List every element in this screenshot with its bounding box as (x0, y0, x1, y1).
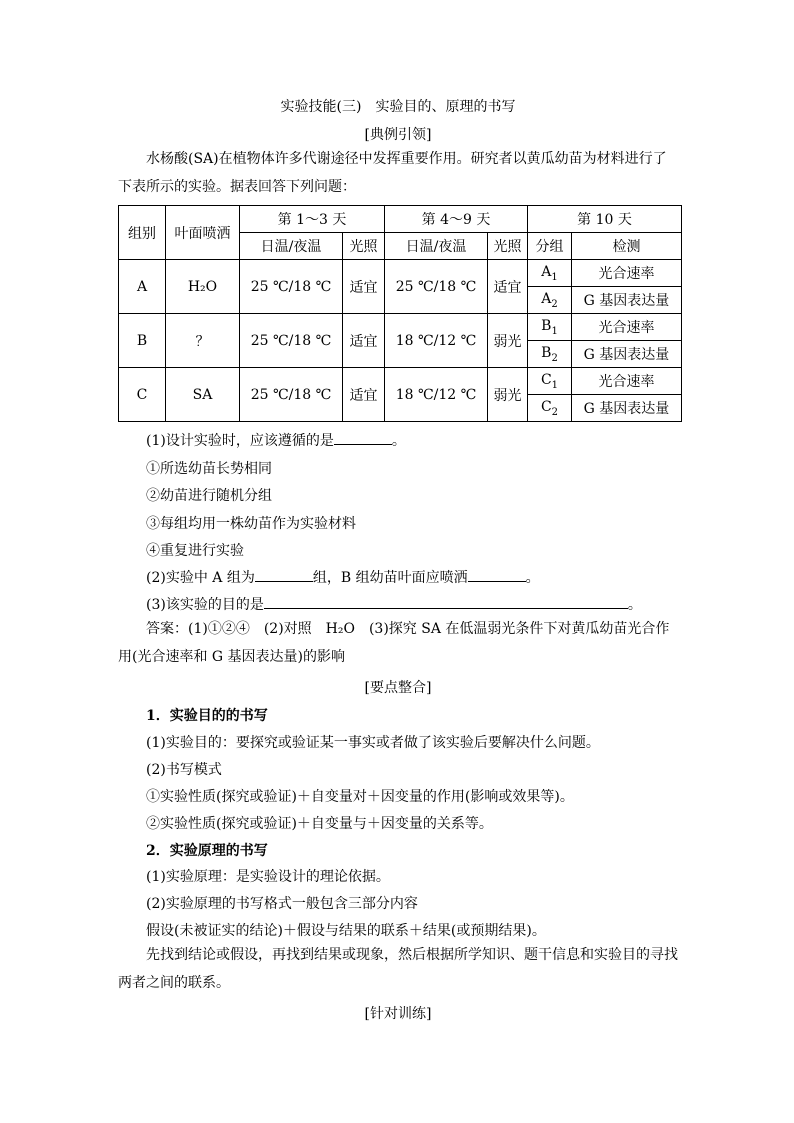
header-temp-1: 日温/夜温 (240, 233, 343, 260)
question-1: (1)设计实验时，应该遵循的是 。 (146, 430, 406, 450)
cell-temp-2: 18 ℃/12 ℃ (385, 314, 488, 368)
cell-spray: ？ (166, 314, 240, 368)
answer-blank[interactable] (334, 430, 392, 445)
section-heading-example: [典例引领] (364, 127, 432, 143)
table-row (119, 368, 682, 395)
cell-temp-2: 25 ℃/18 ℃ (385, 260, 488, 314)
answer-blank[interactable] (255, 567, 313, 582)
cell-detect: 光合速率 (572, 314, 682, 341)
option-1: ①所选幼苗长势相同 (146, 461, 272, 477)
cell-subgroup: $B_1$ (528, 314, 572, 341)
point-item: (2)书写模式 (146, 762, 222, 778)
table-row (119, 314, 682, 341)
cell-group: B (119, 314, 166, 368)
point-item: 假设(未被证实的结论)＋假设与结果的联系＋结果(或预期结果)。 (146, 923, 546, 939)
header-subgroup: 分组 (528, 233, 572, 260)
cell-detect: 光合速率 (572, 368, 682, 395)
header-light-1: 光照 (343, 233, 385, 260)
cell-subgroup: $B_2$ (528, 341, 572, 368)
question-3: (3)该实验的目的是 。 (146, 594, 642, 614)
point-item: (1)实验原理：是实验设计的理论依据。 (146, 869, 390, 885)
cell-spray: H₂O (166, 260, 240, 314)
header-temp-2: 日温/夜温 (385, 233, 488, 260)
cell-light-2: 适宜 (488, 260, 528, 314)
point-item: ①实验性质(探究或验证)＋自变量对＋因变量的作用(影响或效果等)。 (146, 789, 574, 805)
cell-light-1: 适宜 (343, 368, 385, 422)
point-item: (2)实验原理的书写格式一般包含三部分内容 (146, 896, 418, 912)
cell-light-1: 适宜 (343, 314, 385, 368)
point-item: ②实验性质(探究或验证)＋自变量与＋因变量的关系等。 (146, 816, 493, 832)
cell-subgroup: $C_1$ (528, 368, 572, 395)
header-group: 组别 (119, 206, 166, 260)
cell-temp-2: 18 ℃/12 ℃ (385, 368, 488, 422)
cell-temp-1: 25 ℃/18 ℃ (240, 314, 343, 368)
page-title: 实验技能(三) 实验目的、原理的书写 (280, 99, 516, 115)
header-light-2: 光照 (488, 233, 528, 260)
cell-group: A (119, 260, 166, 314)
header-spray: 叶面喷洒 (166, 206, 240, 260)
intro-paragraph: 水杨酸(SA)在植物体许多代谢途径中发挥重要作用。研究者以黄瓜幼苗为材料进行了下表所示的实验。据表回答下列问题： (118, 151, 667, 195)
cell-group: C (119, 368, 166, 422)
cell-temp-1: 25 ℃/18 ℃ (240, 260, 343, 314)
question-2: (2)实验中 A 组为 组，B 组幼苗叶面应喷洒 。 (146, 567, 540, 587)
answer-blank[interactable] (264, 594, 628, 609)
cell-light-2: 弱光 (488, 368, 528, 422)
cell-subgroup: $A_1$ (528, 260, 572, 287)
answer-paragraph: 答案：(1)①②④ (2)对照 H₂O (3)探究 SA 在低温弱光条件下对黄瓜幼苗光合作用(光合速率和 G 基因表达量)的影响 (118, 621, 670, 665)
option-3: ③每组均用一株幼苗作为实验材料 (146, 516, 356, 532)
point-item: (1)实验目的：要探究或验证某一事实或者做了该实验后要解决什么问题。 (146, 735, 600, 751)
option-4: ④重复进行实验 (146, 543, 244, 559)
point-heading-2: 2．实验原理的书写 (146, 843, 268, 859)
header-detect: 检测 (572, 233, 682, 260)
cell-light-1: 适宜 (343, 260, 385, 314)
cell-subgroup: $A_2$ (528, 287, 572, 314)
section-heading-points: [要点整合] (364, 680, 432, 696)
option-2: ②幼苗进行随机分组 (146, 488, 272, 504)
cell-detect: 光合速率 (572, 260, 682, 287)
header-period-3: 第 10 天 (528, 206, 682, 233)
point-heading-1: 1．实验目的的书写 (146, 708, 268, 724)
header-period-1: 第 1～3 天 (240, 206, 385, 233)
cell-subgroup: $C_2$ (528, 395, 572, 422)
cell-temp-1: 25 ℃/18 ℃ (240, 368, 343, 422)
closing-paragraph: 先找到结论或假设，再找到结果或现象，然后根据所学知识、题干信息和实验目的寻找两者之间的联系。 (118, 947, 678, 991)
header-period-2: 第 4～9 天 (385, 206, 528, 233)
cell-detect: G 基因表达量 (572, 341, 682, 368)
table-row (119, 260, 682, 287)
cell-spray: SA (166, 368, 240, 422)
experiment-table (118, 205, 682, 422)
cell-detect: G 基因表达量 (572, 287, 682, 314)
table-header-row (119, 206, 682, 233)
answer-blank[interactable] (468, 567, 526, 582)
cell-light-2: 弱光 (488, 314, 528, 368)
cell-detect: G 基因表达量 (572, 395, 682, 422)
section-heading-training: [针对训练] (364, 1006, 432, 1022)
